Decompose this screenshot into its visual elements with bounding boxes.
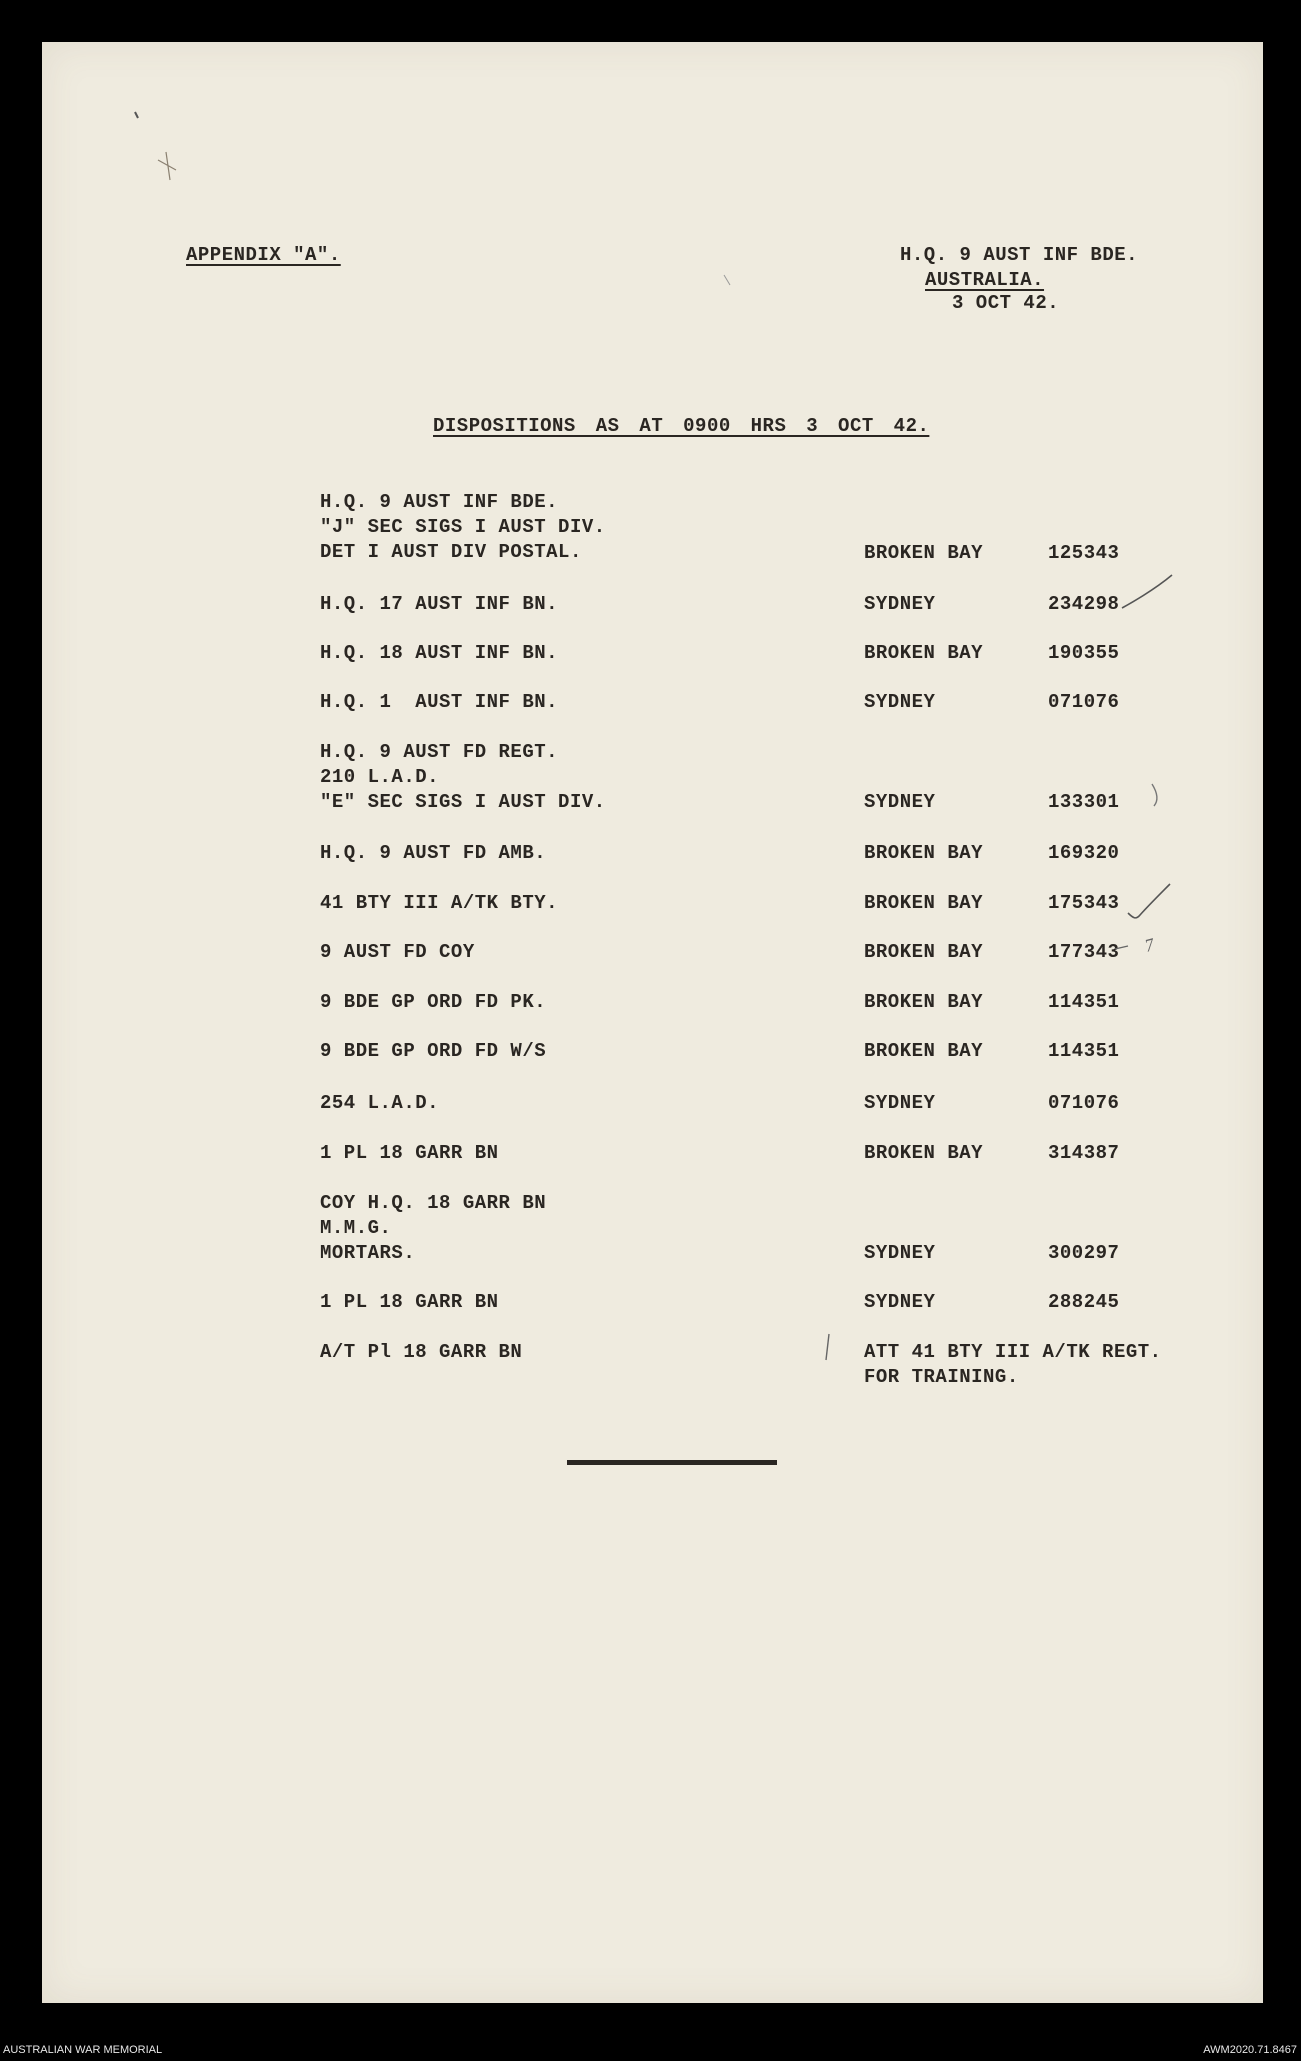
unit-location: BROKEN BAY: [864, 842, 984, 864]
document-page: [42, 42, 1263, 2003]
unit-name: A/T Pl 18 GARR BN: [320, 1341, 523, 1363]
map-reference: 300297: [1048, 1242, 1120, 1264]
unit-location: SYDNEY: [864, 691, 936, 713]
unit-location: SYDNEY: [864, 791, 936, 813]
closing-rule: [567, 1460, 777, 1465]
unit-location: BROKEN BAY: [864, 892, 984, 914]
unit-location: ATT 41 BTY III A/TK REGT. FOR TRAINING.: [864, 1341, 1162, 1388]
unit-name: 41 BTY III A/TK BTY.: [320, 892, 559, 914]
unit-name: 1 PL 18 GARR BN: [320, 1291, 499, 1313]
unit-location: SYDNEY: [864, 1291, 936, 1313]
unit-location: BROKEN BAY: [864, 1142, 984, 1164]
unit-name: H.Q. 9 AUST FD REGT. 210 L.A.D. "E" SEC SIGS I AUST DIV.: [320, 741, 606, 813]
map-reference: 114351: [1048, 1040, 1120, 1062]
unit-name: 254 L.A.D.: [320, 1092, 440, 1114]
pencil-annotation: 7: [1142, 934, 1157, 956]
unit-name: 9 BDE GP ORD FD PK.: [320, 991, 547, 1013]
footer-accession-number: AWM2020.71.8467: [1203, 2044, 1297, 2056]
unit-name: H.Q. 9 AUST INF BDE. "J" SEC SIGS I AUST DIV. DET I AUST DIV POSTAL.: [320, 491, 606, 563]
unit-location: BROKEN BAY: [864, 542, 984, 564]
unit-name: H.Q. 17 AUST INF BN.: [320, 593, 559, 615]
map-reference: 175343: [1048, 892, 1120, 914]
issue-date: 3 OCT 42.: [952, 292, 1060, 314]
unit-location: SYDNEY: [864, 593, 936, 615]
map-reference: 234298: [1048, 593, 1120, 615]
unit-location: BROKEN BAY: [864, 1040, 984, 1062]
map-reference: 133301: [1048, 791, 1120, 813]
map-reference: 071076: [1048, 1092, 1120, 1114]
map-reference: 125343: [1048, 542, 1120, 564]
map-reference: 177343: [1048, 941, 1120, 963]
map-reference: 114351: [1048, 991, 1120, 1013]
footer-credit: AUSTRALIAN WAR MEMORIAL: [3, 2044, 163, 2056]
unit-location: BROKEN BAY: [864, 991, 984, 1013]
unit-name: H.Q. 1 AUST INF BN.: [320, 691, 559, 713]
issuing-location: AUSTRALIA.: [925, 269, 1045, 291]
appendix-heading: APPENDIX "A".: [186, 244, 341, 266]
issuing-hq: H.Q. 9 AUST INF BDE.: [900, 244, 1139, 266]
unit-name: 9 BDE GP ORD FD W/S: [320, 1040, 547, 1062]
map-reference: 288245: [1048, 1291, 1120, 1313]
map-reference: 169320: [1048, 842, 1120, 864]
document-title: DISPOSITIONS AS AT 0900 HRS 3 OCT 42.: [433, 415, 930, 437]
unit-location: SYDNEY: [864, 1242, 936, 1264]
map-reference: 071076: [1048, 691, 1120, 713]
unit-name: H.Q. 18 AUST INF BN.: [320, 642, 559, 664]
unit-name: 1 PL 18 GARR BN: [320, 1142, 499, 1164]
unit-location: BROKEN BAY: [864, 642, 984, 664]
unit-location: SYDNEY: [864, 1092, 936, 1114]
map-reference: 314387: [1048, 1142, 1120, 1164]
unit-location: BROKEN BAY: [864, 941, 984, 963]
unit-name: COY H.Q. 18 GARR BN M.M.G. MORTARS.: [320, 1192, 547, 1264]
unit-name: 9 AUST FD COY: [320, 941, 475, 963]
map-reference: 190355: [1048, 642, 1120, 664]
unit-name: H.Q. 9 AUST FD AMB.: [320, 842, 547, 864]
